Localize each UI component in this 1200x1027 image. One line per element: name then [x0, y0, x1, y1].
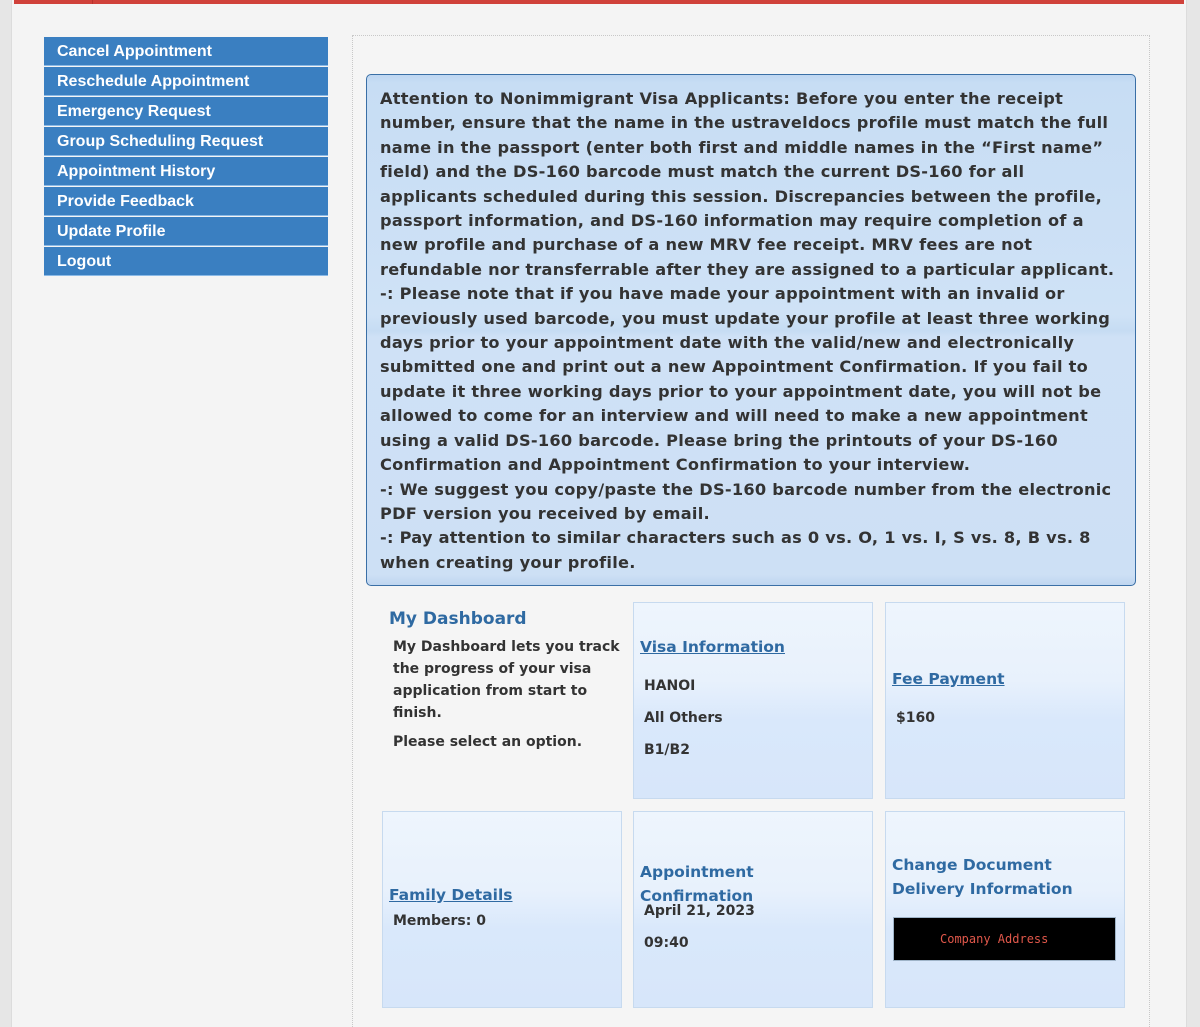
- company-address-button[interactable]: Company Address: [893, 917, 1116, 961]
- appointment-confirmation-card: [633, 811, 873, 1008]
- notice-paragraph-copy-paste: -: We suggest you copy/paste the DS-160 barcode number from the electronic PDF version you received by email.: [380, 479, 1112, 523]
- header-divider: [92, 0, 93, 4]
- document-delivery-title[interactable]: Change Document Delivery Information: [892, 856, 1073, 898]
- appointment-time: 09:40: [644, 935, 689, 951]
- family-details-link[interactable]: Family Details: [389, 886, 513, 904]
- visa-category: All Others: [644, 710, 723, 726]
- notice-paragraph-similar-characters: -: Pay attention to similar characters such as 0 vs. O, 1 vs. I, S vs. 8, B vs. 8 when creating your profile.: [380, 528, 1091, 572]
- visa-location: HANOI: [644, 678, 696, 694]
- notice-paragraph-barcode-update: -: Please note that if you have made your appointment with an invalid or previously used barcode, you must update your profile at least three working days prior to your appointment date with the valid/new and electronically submitted one and print out a new Appointment Confirmation. If you fail to update it three working days prior to your appointment date, you will not be allowed to come for an interview and will need to make a new appointment using a valid DS-160 barcode. Please bring the printouts of your DS-160 Confirmation and Appointment Confirmation to your interview.: [380, 284, 1111, 475]
- sidebar-item-cancel-appointment[interactable]: Cancel Appointment: [44, 37, 328, 66]
- sidebar-item-logout[interactable]: Logout: [44, 247, 328, 276]
- document-delivery-card: [885, 811, 1125, 1008]
- dashboard-intro: [389, 609, 629, 750]
- fee-payment-link[interactable]: Fee Payment: [892, 670, 1005, 688]
- main-content-panel: [352, 35, 1150, 1027]
- notice-paragraph-attention: Attention to Nonimmigrant Visa Applicants: Before you enter the receipt number, ensure that the name in the ustraveldocs profile must match the full name in the passport (enter both first and middle names in the “First name” field) and the DS-160 barcode must match the current DS-160 for all applicants scheduled during this session. Discrepancies between the profile, passport information, and DS-160 information may require completion of a new profile and purchase of a new MRV fee receipt. MRV fees are not refundable nor transferrable after they are assigned to a particular applicant.: [380, 89, 1115, 279]
- right-window-edge: [1186, 0, 1200, 1027]
- applicant-notice-box: [366, 74, 1136, 586]
- dashboard-description: My Dashboard lets you track the progress of your visa application from start to finish.: [393, 639, 620, 721]
- sidebar-item-group-scheduling-request[interactable]: Group Scheduling Request: [44, 127, 328, 156]
- family-members-count: Members: 0: [393, 913, 486, 929]
- top-header-bar: [14, 0, 1184, 4]
- fee-amount: $160: [896, 710, 935, 726]
- family-details-card: [382, 811, 622, 1008]
- visa-information-link[interactable]: Visa Information: [640, 638, 785, 656]
- visa-information-card: [633, 602, 873, 799]
- dashboard-title: My Dashboard: [389, 609, 527, 629]
- appointment-date: April 21, 2023: [644, 903, 755, 919]
- fee-payment-card: [885, 602, 1125, 799]
- dashboard-prompt: Please select an option.: [393, 734, 583, 750]
- appointment-confirmation-title[interactable]: Appointment Confirmation: [640, 863, 754, 905]
- sidebar-item-appointment-history[interactable]: Appointment History: [44, 157, 328, 186]
- sidebar-menu: [44, 37, 328, 276]
- sidebar-item-reschedule-appointment[interactable]: Reschedule Appointment: [44, 67, 328, 96]
- left-window-edge: [0, 0, 12, 1027]
- sidebar-item-update-profile[interactable]: Update Profile: [44, 217, 328, 246]
- sidebar-item-provide-feedback[interactable]: Provide Feedback: [44, 187, 328, 216]
- sidebar-item-emergency-request[interactable]: Emergency Request: [44, 97, 328, 126]
- visa-type: B1/B2: [644, 742, 690, 758]
